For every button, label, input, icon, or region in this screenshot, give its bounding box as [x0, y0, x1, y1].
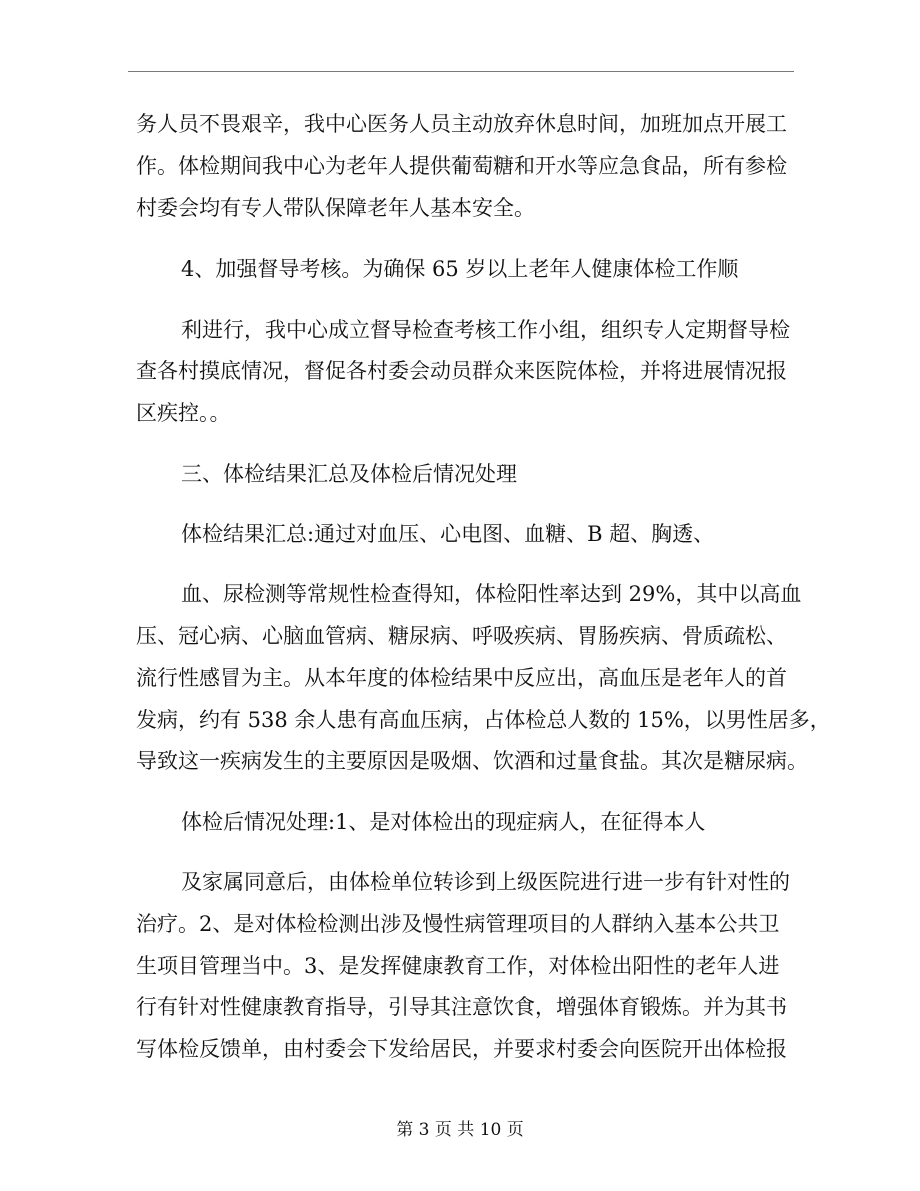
header-rule — [128, 71, 794, 72]
text-line: 务人员不畏艰辛，我中心医务人员主动放弃休息时间，加班加点开展工 — [136, 112, 787, 136]
text-line: 作。体检期间我中心为老年人提供葡萄糖和开水等应急食品，所有参检 — [136, 154, 787, 178]
text-line: 4、加强督导考核。为确保 65 岁以上老年人健康体检工作顺 — [181, 257, 739, 281]
text-line: 利进行，我中心成立督导检查考核工作小组，组织专人定期督导检 — [181, 318, 790, 342]
text-line: 血、尿检测等常规性检查得知，体检阳性率达到 29%，其中以高血 — [181, 582, 802, 606]
text-line: 导致这一疾病发生的主要原因是吸烟、饮酒和过量食盐。其次是糖尿病。 — [136, 749, 808, 773]
text-line: 及家属同意后，由体检单位转诊到上级医院进行进一步有针对性的 — [181, 870, 790, 894]
text-line: 生项目管理当中。3、是发挥健康教育工作，对体检出阳性的老年人进 — [136, 954, 780, 978]
page-footer: 第 3 页 共 10 页 — [396, 1120, 524, 1140]
text-line: 体检后情况处理:1、是对体检出的现症病人，在征得本人 — [181, 810, 706, 834]
section-heading: 三、体检结果汇总及体检后情况处理 — [181, 462, 517, 486]
text-line: 写体检反馈单，由村委会下发给居民，并要求村委会向医院开出体检报 — [136, 1037, 787, 1061]
text-line: 村委会均有专人带队保障老年人基本安全。 — [136, 196, 535, 220]
text-line: 流行性感冒为主。从本年度的体检结果中反应出，高血压是老年人的首 — [136, 666, 787, 690]
text-line: 查各村摸底情况，督促各村委会动员群众来医院体检，并将进展情况报 — [136, 359, 787, 383]
text-line: 区疾控。。 — [136, 401, 231, 425]
text-line: 发病，约有 538 余人患有高血压病，占体检总人数的 15%，以男性居多， — [136, 708, 831, 732]
text-line: 治疗。2、是对体检检测出涉及慢性病管理项目的人群纳入基本公共卫 — [136, 912, 780, 936]
text-line: 行有针对性健康教育指导，引导其注意饮食，增强体育锻炼。并为其书 — [136, 995, 787, 1019]
text-line: 压、冠心病、心脑血管病、糖尿病、呼吸疾病、胃肠疾病、骨质疏松、 — [136, 624, 787, 648]
text-line: 体检结果汇总:通过对血压、心电图、血糖、B 超、胸透、 — [181, 522, 715, 546]
